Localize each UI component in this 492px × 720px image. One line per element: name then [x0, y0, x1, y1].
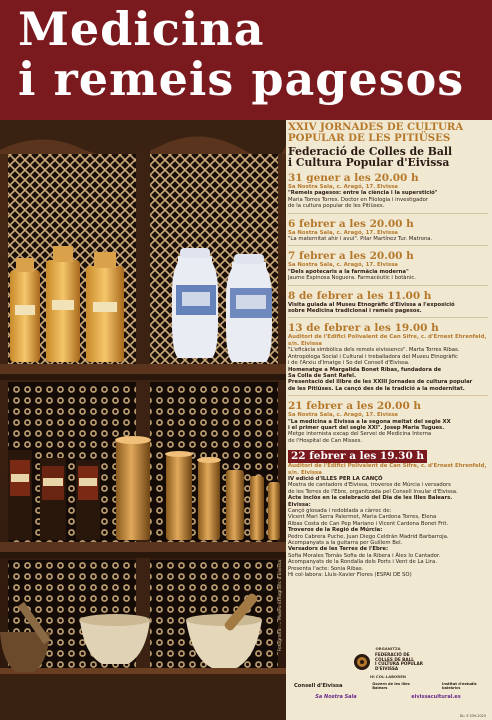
sponsors-footer: [288, 646, 488, 720]
event-line: Vicent Mari Serra Palermet, Maria Cardona Torres, Elena: [288, 514, 437, 521]
event-line: Mostra de cantadors d'Eivissa, troveros de Múrcia i versadors: [288, 482, 451, 489]
program-column: [288, 122, 488, 642]
event-item: [288, 173, 488, 210]
poster-title: [18, 2, 465, 106]
event-date: 21 febrer a les 20.00 h: [288, 400, 422, 413]
event-item: [288, 444, 488, 578]
event-date: 22 febrer a les 19.30 h: [288, 450, 427, 463]
event-place: Sa Nostra Sala, c. Aragó, 17. Eivissa: [288, 229, 398, 236]
sponsor-row-1: [288, 682, 488, 690]
legal-code: DL: E 559-2025: [459, 714, 486, 718]
event-line: de la cultura popular de les Pitiüses.: [288, 203, 385, 210]
event-line: de les Pitiüses. La cançó des de la tradició a la modernitat.: [288, 385, 465, 392]
organizer-line-1: Federació de Colles de Ball: [288, 145, 453, 158]
event-line: Eivissa:: [288, 501, 311, 508]
photo-credit: Fotografia: ... Museu Etnogràfic d'Eivissa: [278, 560, 283, 652]
event-line: Acompanyats de la Rondalla dels Ports i Vent de La Lira.: [288, 559, 437, 566]
event-line: "Remeis pagesos: entre la ciència i la superstició": [288, 190, 438, 197]
event-line: sobre Medicina tradicional i remeis pagesos.: [288, 308, 422, 315]
event-line: Maria Torres Torres. Doctor en Filologia i investigador: [288, 196, 429, 203]
ieb-logo: Institut d'estudis baleàrics: [442, 682, 477, 691]
event-line: Visita guiada al Museu Etnogràfic d'Eivissa a l'exposició: [288, 301, 455, 308]
event-line: "La maternitat ahir i avui". Pilar Martínez Tur. Matrona.: [288, 236, 433, 243]
event-date: 31 gener a les 20.00 h: [288, 172, 419, 184]
event-item: [288, 291, 488, 315]
event-line: Cançó glosada i redoblada a càrrec de:: [288, 508, 392, 514]
event-line: i de l'Arxiu d'Imatge i So del Consell d'Eivissa.: [288, 360, 410, 367]
collaborators-label: HI COL·LABOREN: [370, 674, 406, 680]
event-line: i el primer quart del segle XXI". Josep Maria Tugues.: [288, 424, 445, 431]
event-date: 8 de febrer a les 11.00 h: [288, 289, 432, 302]
govern-logo: Govern de les Illes Balears: [372, 682, 410, 691]
event-line: Pedro Cabrera Puche, Juan Diego Celdrán Madrid Barbarroja.: [288, 533, 449, 540]
event-line: Antropòloga Social i Cultural i treballadora del Museu Etnogràfic: [288, 353, 458, 360]
event-place: Sa Nostra Sala, c. Aragó, 17. Eivissa: [288, 262, 398, 269]
event-line: Acompanyats a la guitarra per Guillem Bel.: [288, 540, 403, 547]
organizer-logo: FEDERACIÓ DE COLLES DE BALL I CULTURA POPULAR D'EIVISSA: [288, 653, 488, 671]
organitza-label: ORGANITZA: [375, 646, 401, 651]
title-line-1: Medicina: [18, 2, 265, 56]
event-line: de les Terres de l'Ebre, organitzada pel Consell Insular d'Eivissa.: [288, 488, 458, 495]
event-line: "Dels apotecaris a la farmàcia moderna": [288, 268, 409, 275]
event-line: Acte inclòs en la celebració del Dia de les Illes Balears.: [288, 495, 453, 502]
event-item: [288, 323, 488, 392]
event-place: Sa Nostra Sala, c. Aragó, 17. Eivissa: [288, 412, 398, 419]
event-date: 7 febrer a les 20.00 h: [288, 250, 414, 263]
event-line: IV edició d'ILLES PER LA CANÇÓ: [288, 475, 383, 482]
event-line: Versadors de les Terres de l'Ebre:: [288, 546, 389, 553]
event-place: Sa Nostra Sala, c. Aragó, 17. Eivissa: [288, 184, 398, 190]
event-date: 6 febrer a les 20.00 h: [288, 217, 414, 230]
event-item: [288, 219, 488, 243]
organizer-line-2: i Cultura Popular d'Eivissa: [288, 156, 450, 169]
event-line: Jaume Espinosa Noguera. Farmacèutic i botànic.: [288, 275, 416, 282]
event-line: Troveros de la Regió de Múrcia:: [288, 527, 383, 534]
event-line: Presenta l'acte: Sonia Ribas.: [288, 565, 364, 572]
event-line: Metge internista excap del Servei de Medicina Interna: [288, 431, 432, 438]
event-place: Auditori de l'Edifici Polivalent de Can Sifre, c. d'Ernest Ehrenfeld, s/n. Eivissa: [288, 463, 487, 476]
event-line: "La medicina a Eivissa a la segona meitat del segle XX: [288, 418, 451, 425]
eivissacultural-logo: eivissacultural.es: [411, 694, 461, 701]
edition-line-1: XXIV JORNADES DE CULTURA: [288, 122, 464, 133]
event-line: Ribas Costa de Can Pep Mariano i Vicent Cardona Bonet Frit.: [288, 520, 449, 527]
sponsor-row-2: [288, 694, 488, 700]
event-line: Homenatge a Margalida Bonet Ribas, fundadora de: [288, 366, 442, 373]
event-line: Presentació del llibre de les XXIII Jornades de cultura popular: [288, 379, 473, 386]
consell-logo: Consell d'Eivissa: [294, 683, 343, 690]
event-line: "L'eficàcia simbòlica dels remeis eivissencs". Marta Torres Ribas.: [288, 347, 460, 354]
apothecary-cabinet-photo: [0, 120, 286, 720]
event-place: Auditori de l'Edifici Polivalent de Can Sifre, c. d'Ernest Ehrenfeld, s/n. Eivissa: [288, 334, 487, 347]
event-line: Hi col·labora: Lluís-Xavier Flores (ESPAI DE SO): [288, 572, 412, 579]
title-band: [0, 0, 492, 120]
event-line: de l'Hospital de Can Misses.: [288, 437, 363, 444]
federation-logo-icon: [353, 653, 371, 671]
event-line: Sa Colla de Sant Rafel.: [288, 372, 356, 379]
title-line-2: i remeis pagesos: [18, 52, 465, 106]
edition-line-2: POPULAR DE LES PITIÜSES: [288, 131, 451, 144]
event-date: 13 de febrer a les 19.00 h: [288, 322, 439, 335]
sa-nostra-sala-logo: Sa Nostra Sala: [315, 694, 357, 701]
event-item: [288, 401, 488, 444]
event-item: [288, 251, 488, 281]
event-line: Sofia Morales Tomàs Sofia de la Ribera i Àlex lo Cantador.: [288, 552, 441, 559]
